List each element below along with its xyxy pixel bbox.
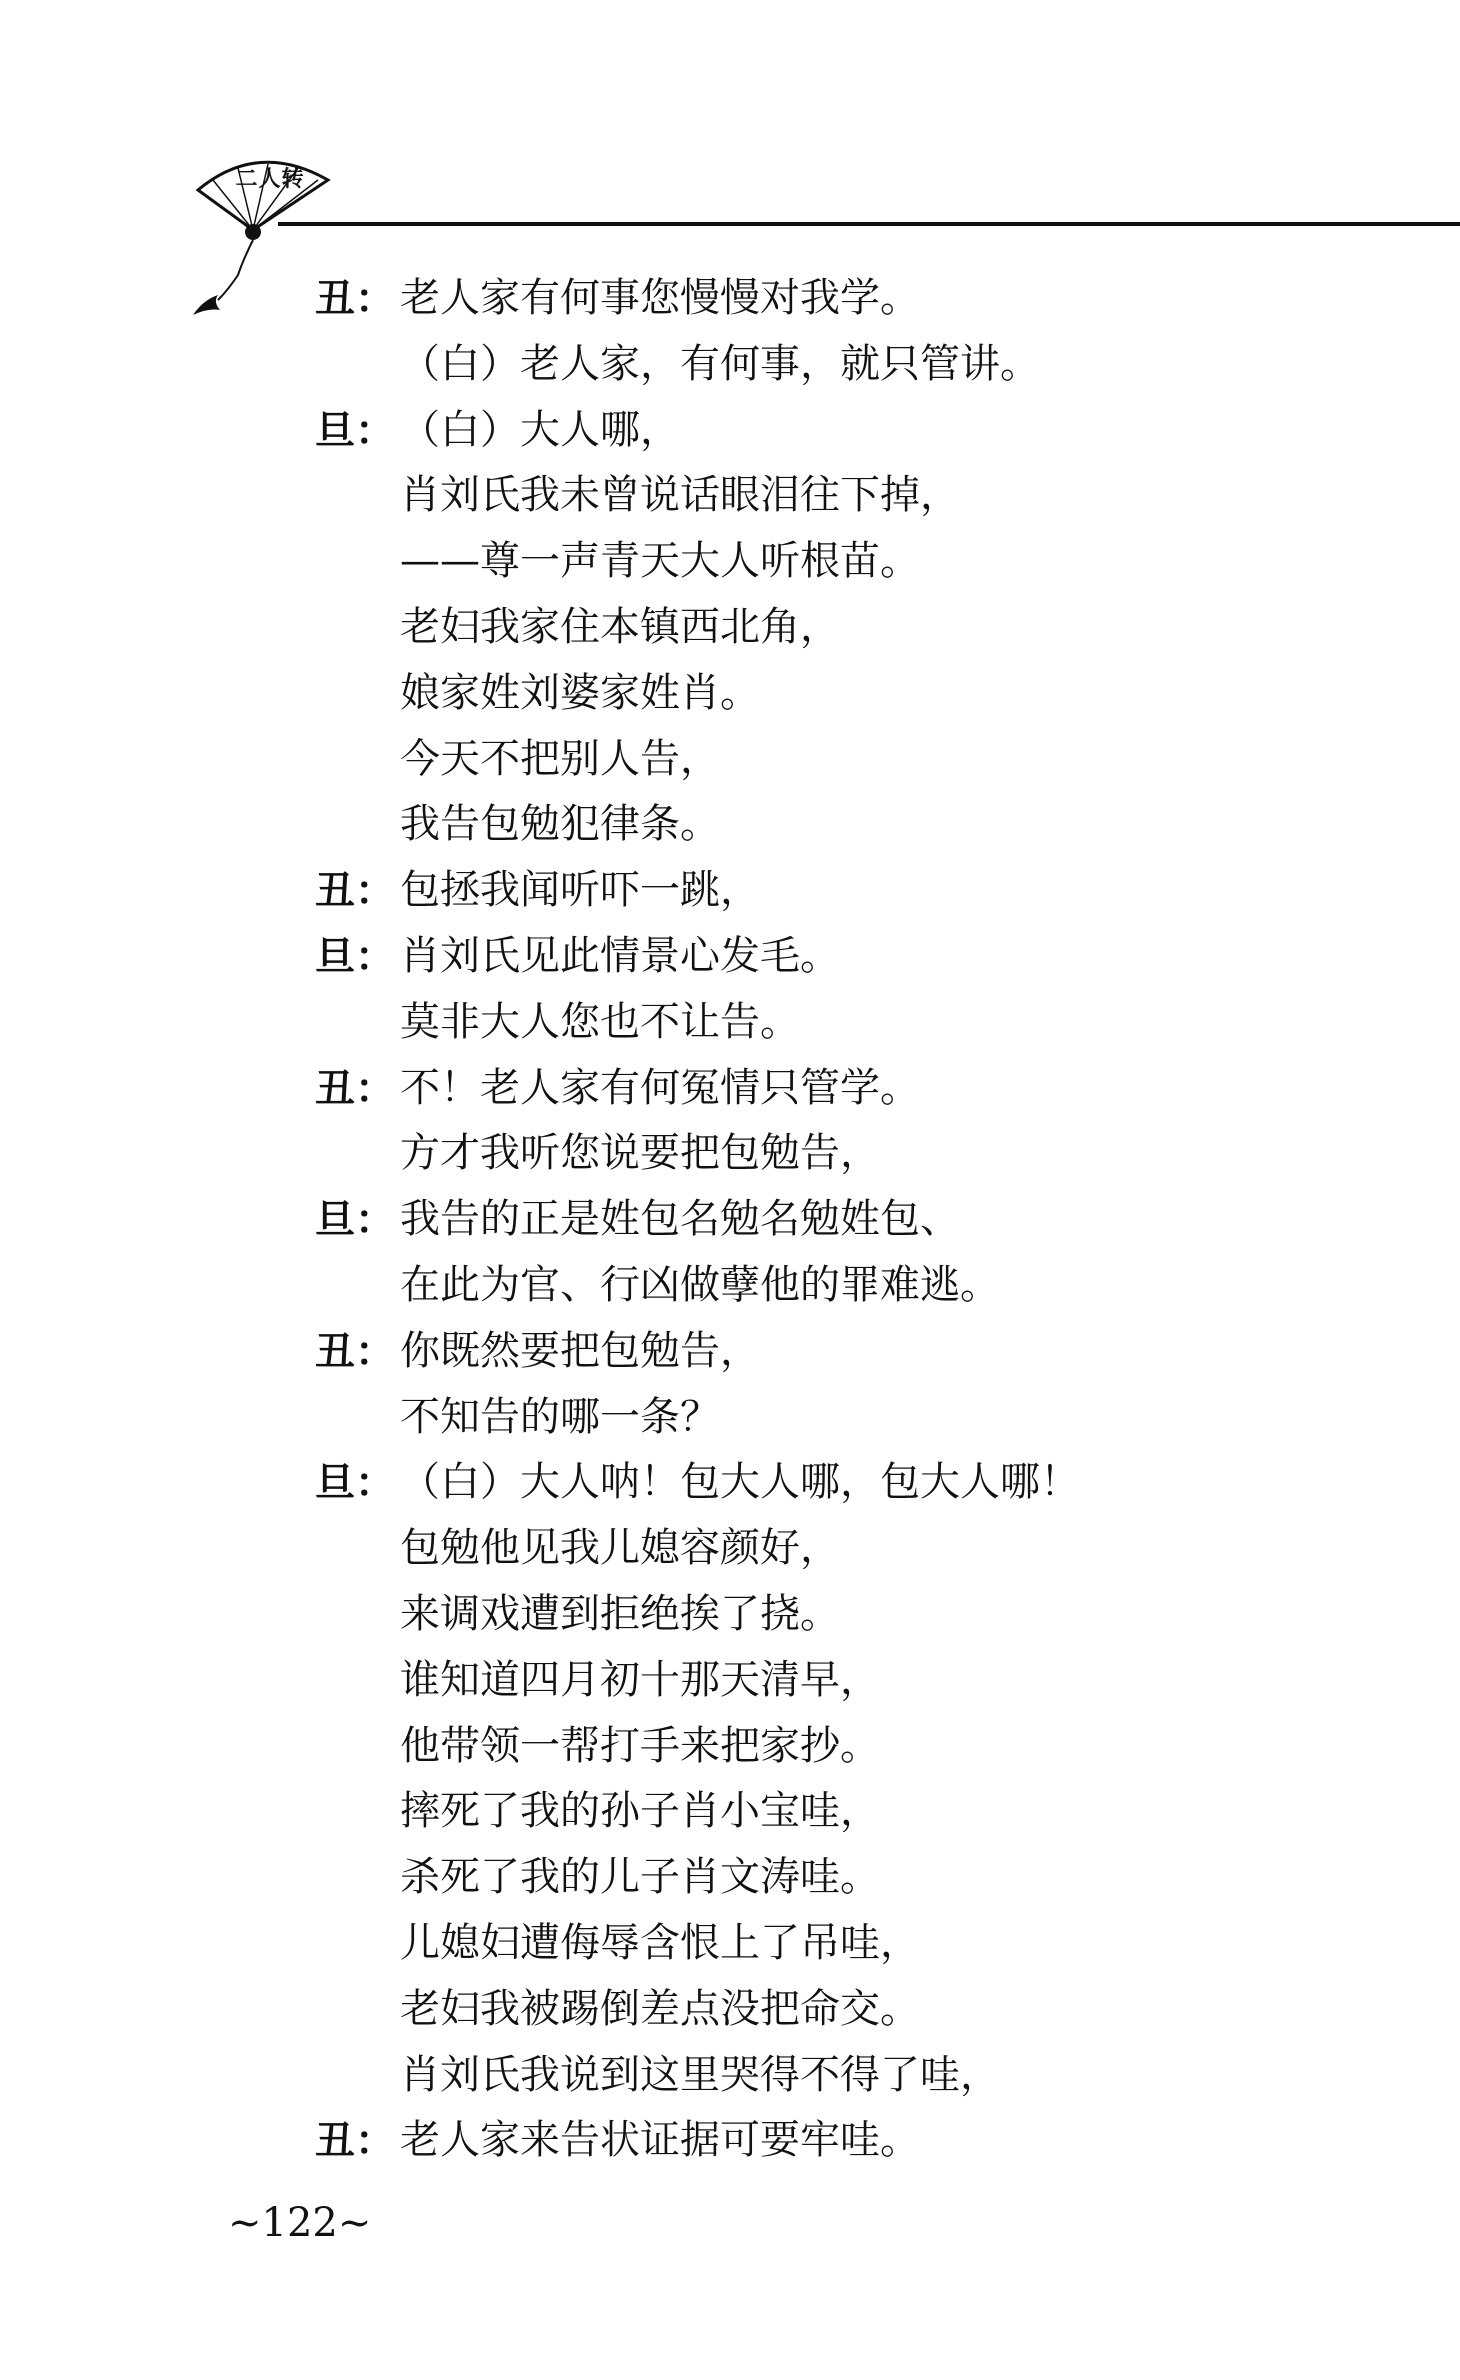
line-text: 莫非大人您也不让告。 bbox=[400, 998, 800, 1045]
speaker-label: 旦： bbox=[315, 1196, 395, 1244]
script-line bbox=[0, 1648, 1460, 1714]
line-text: 今天不把别人告， bbox=[400, 735, 720, 782]
line-text: 不！老人家有何冤情只管学。 bbox=[400, 1064, 920, 1111]
script-line bbox=[0, 1516, 1460, 1582]
line-text: 老妇我被踢倒差点没把命交。 bbox=[400, 1985, 920, 2032]
speaker-label: 旦： bbox=[315, 1459, 395, 1507]
script-line bbox=[0, 266, 1460, 332]
script-line bbox=[0, 2043, 1460, 2109]
speaker-label: 丑： bbox=[315, 275, 395, 322]
line-text: 包拯我闻听吓一跳， bbox=[400, 867, 760, 914]
line-text: 摔死了我的孙子肖小宝哇， bbox=[400, 1788, 880, 1835]
line-text: 娘家姓刘婆家姓肖。 bbox=[400, 669, 760, 716]
script-line bbox=[0, 792, 1460, 858]
script-line bbox=[0, 1253, 1460, 1319]
script-line bbox=[0, 727, 1460, 793]
script-line bbox=[0, 1187, 1460, 1253]
script-line bbox=[0, 1779, 1460, 1845]
line-text: 包勉他见我儿媳容颜好， bbox=[400, 1525, 840, 1572]
script-line bbox=[0, 661, 1460, 727]
line-text: 肖刘氏见此情景心发毛。 bbox=[400, 932, 840, 979]
line-text: 谁知道四月初十那天清早， bbox=[400, 1656, 880, 1703]
line-text: 来调戏遭到拒绝挨了挠。 bbox=[400, 1590, 840, 1637]
script-line bbox=[0, 1056, 1460, 1122]
line-text: 老人家来告状证据可要牢哇。 bbox=[400, 2117, 920, 2164]
line-text: 我告包勉犯律条。 bbox=[400, 801, 720, 848]
script-line bbox=[0, 1385, 1460, 1451]
script-line bbox=[0, 595, 1460, 661]
script-line bbox=[0, 1582, 1460, 1648]
line-text: 老人家有何事您慢慢对我学。 bbox=[400, 275, 920, 321]
line-text: （白）大人呐！包大人哪，包大人哪！ bbox=[400, 1459, 1080, 1506]
speaker-label: 丑： bbox=[315, 1327, 395, 1375]
speaker-label: 丑： bbox=[315, 1064, 395, 1112]
line-text: （白）大人哪， bbox=[400, 406, 680, 453]
script-line bbox=[0, 1450, 1460, 1516]
script-line bbox=[0, 1121, 1460, 1187]
script-line bbox=[0, 1845, 1460, 1911]
line-text: 你既然要把包勉告， bbox=[400, 1327, 760, 1374]
script-line bbox=[0, 398, 1460, 464]
script-line bbox=[0, 1319, 1460, 1385]
script-line bbox=[0, 463, 1460, 529]
script-line bbox=[0, 1911, 1460, 1977]
line-text: 我告的正是姓包名勉名勉姓包、 bbox=[400, 1196, 960, 1243]
line-text: 肖刘氏我未曾说话眼泪往下掉， bbox=[400, 472, 960, 519]
line-text: 老妇我家住本镇西北角， bbox=[400, 603, 840, 650]
script-line bbox=[0, 858, 1460, 924]
page-number: ~122~ bbox=[228, 2200, 372, 2246]
speaker-label: 丑： bbox=[315, 2117, 395, 2165]
emblem-title: 二人转 bbox=[235, 166, 305, 192]
script-line bbox=[0, 332, 1460, 398]
script-line bbox=[0, 990, 1460, 1056]
script-line bbox=[0, 1977, 1460, 2043]
line-text: 不知告的哪一条？ bbox=[400, 1393, 720, 1440]
speaker-label: 旦： bbox=[315, 932, 395, 980]
line-text: （白）老人家，有何事，就只管讲。 bbox=[400, 340, 1040, 387]
speaker-label: 丑： bbox=[315, 867, 395, 915]
line-text: ——尊一声青天大人听根苗。 bbox=[400, 538, 920, 585]
script-line bbox=[0, 924, 1460, 990]
line-text: 肖刘氏我说到这里哭得不得了哇， bbox=[400, 2051, 1000, 2098]
script-body bbox=[0, 266, 1460, 2174]
line-text: 他带领一帮打手来把家抄。 bbox=[400, 1722, 880, 1769]
script-line bbox=[0, 529, 1460, 595]
line-text: 杀死了我的儿子肖文涛哇。 bbox=[400, 1854, 880, 1901]
header-rule bbox=[278, 222, 1460, 226]
line-text: 儿媳妇遭侮辱含恨上了吊哇， bbox=[400, 1919, 920, 1966]
line-text: 方才我听您说要把包勉告， bbox=[400, 1130, 880, 1177]
script-line bbox=[0, 1714, 1460, 1780]
script-line bbox=[0, 2108, 1460, 2174]
speaker-label: 旦： bbox=[315, 406, 395, 454]
line-text: 在此为官、行凶做孽他的罪难逃。 bbox=[400, 1261, 1000, 1308]
